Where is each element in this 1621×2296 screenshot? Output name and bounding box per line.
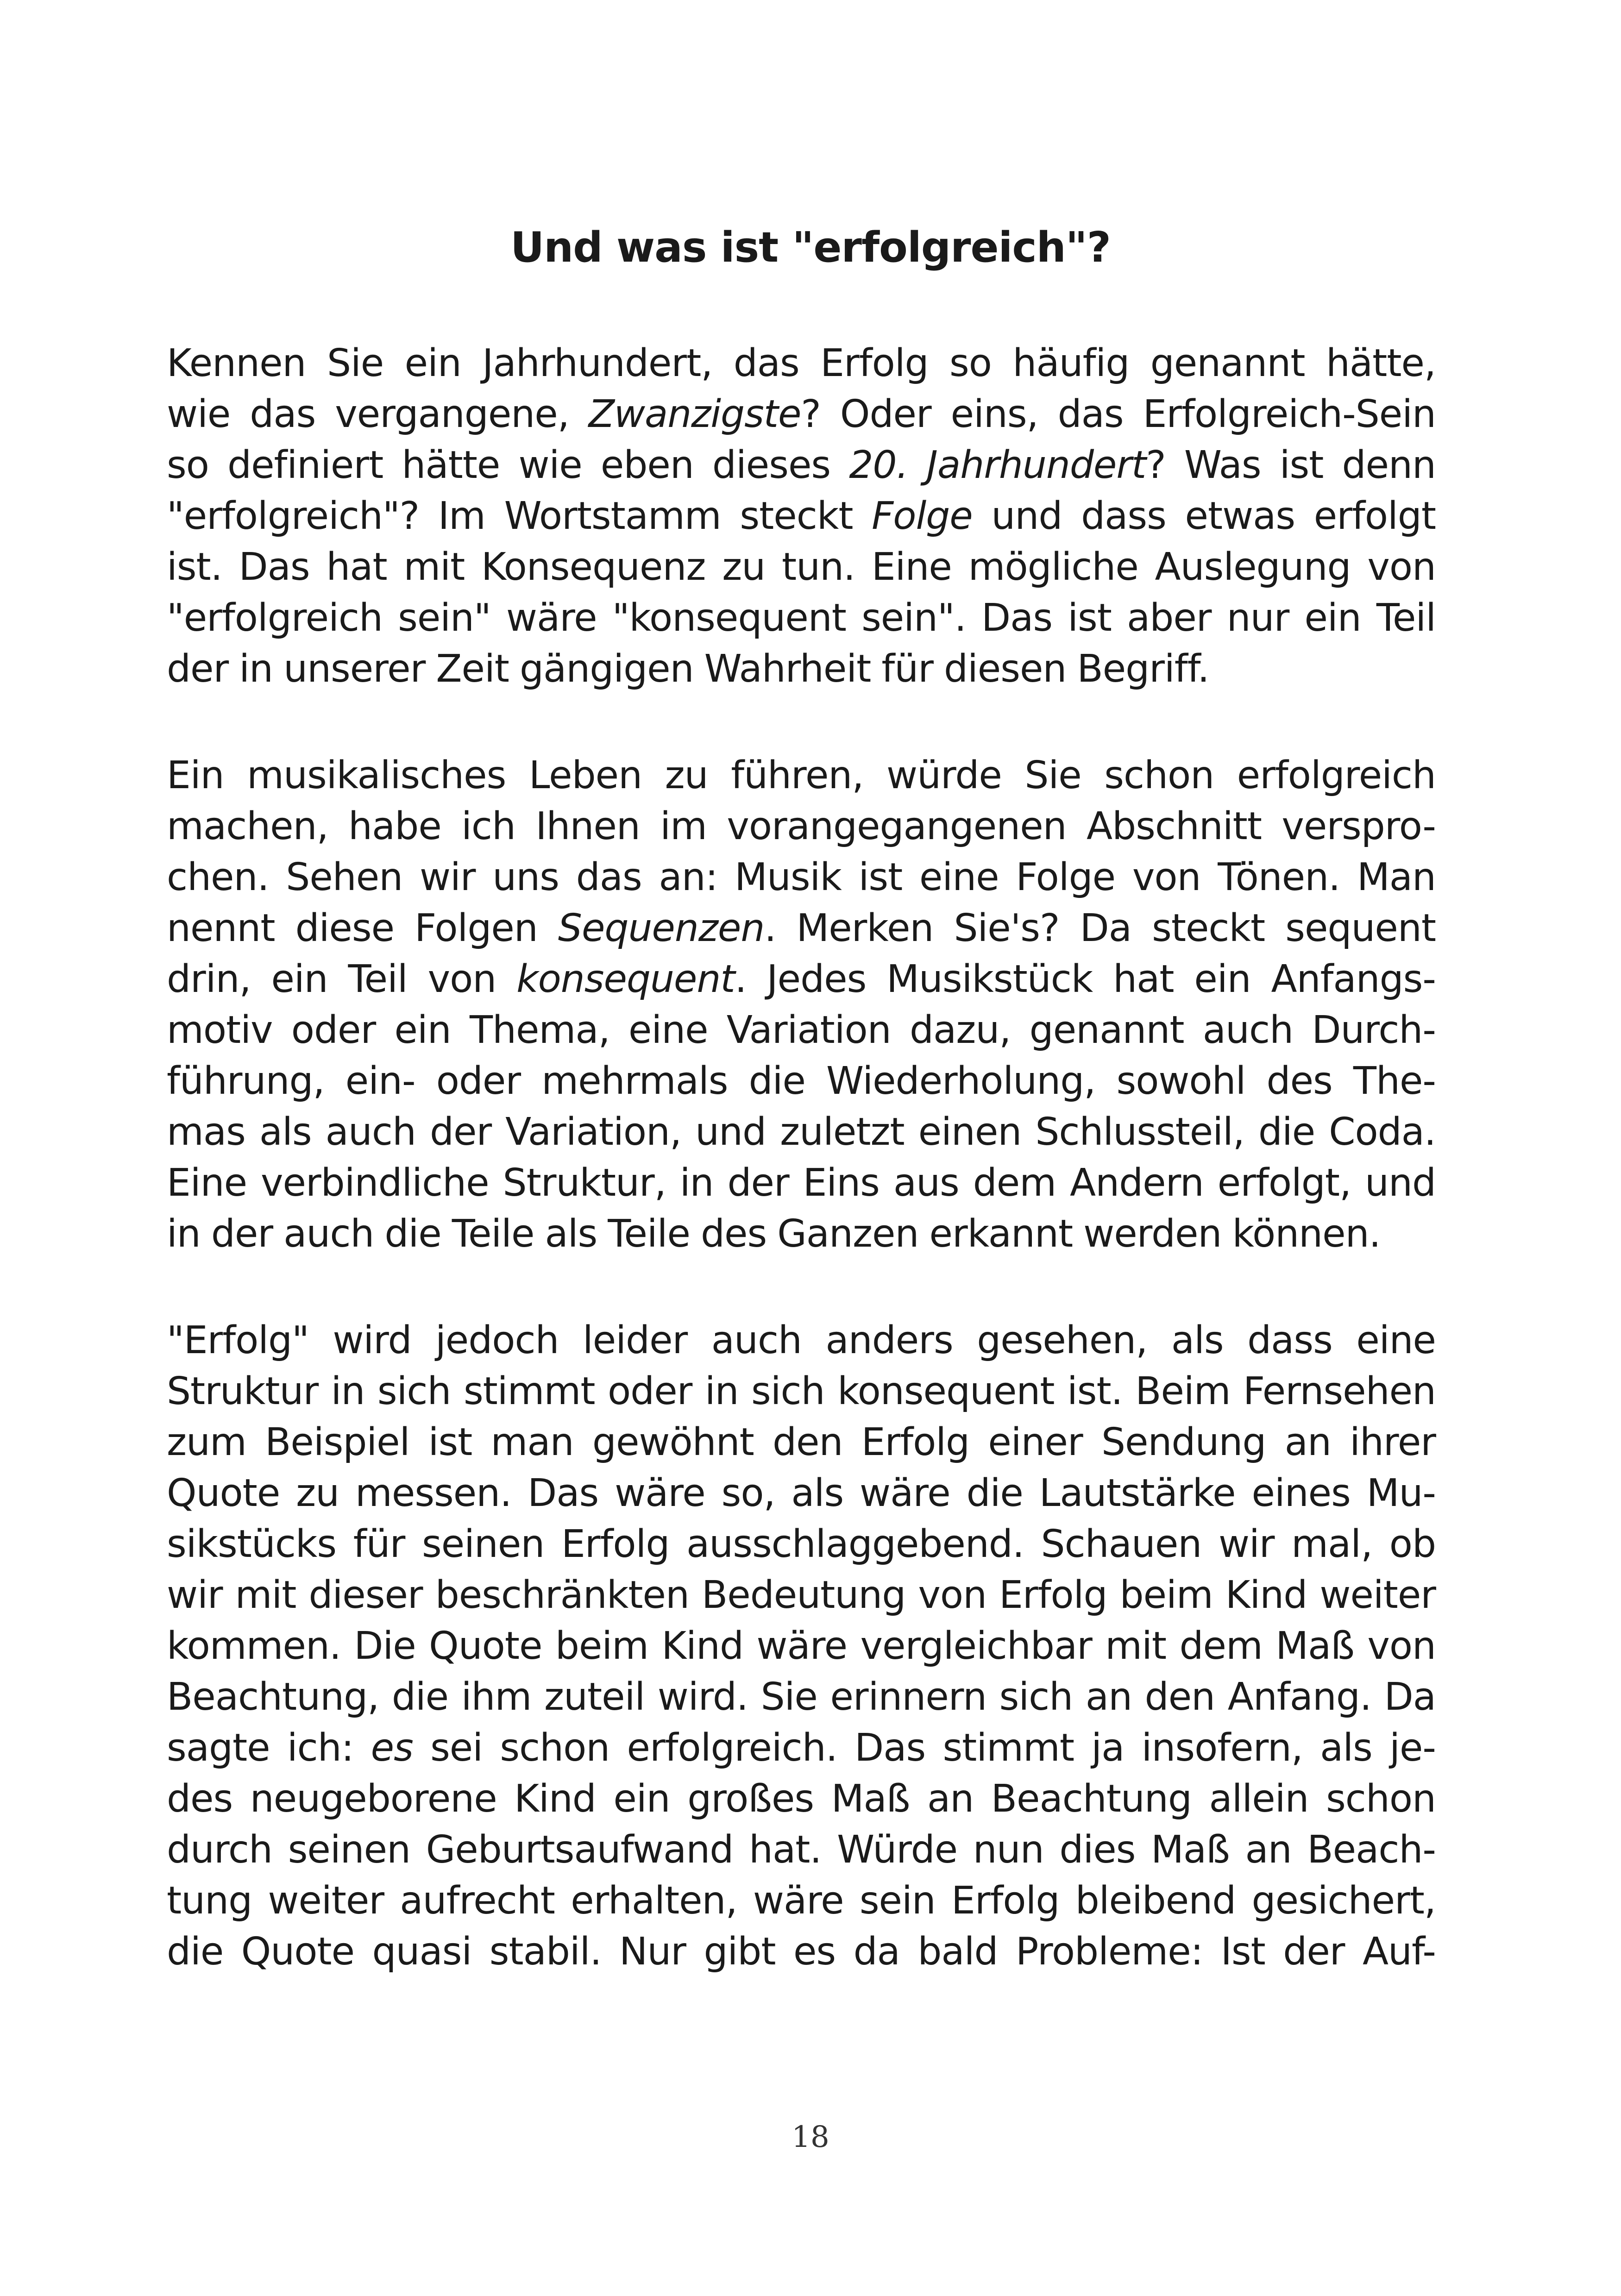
text-line: in der auch die Teile als Teile des Ganzen erkannt werden können. (167, 1212, 1381, 1256)
paragraph-2 (167, 750, 1436, 1260)
text-line: zum Beispiel ist man gewöhnt den Erfolg einer Sendung an ihrer (167, 1420, 1436, 1464)
page-number: 18 (792, 2120, 829, 2154)
paragraph-3 (167, 1315, 1436, 1977)
text-line: Quote zu messen. Das wäre so, als wäre die Lautstärke eines Mu- (167, 1471, 1436, 1515)
text-line: des neugeborene Kind ein großes Maß an Beachtung allein schon (167, 1777, 1436, 1821)
italic-word: Sequenzen (558, 906, 765, 950)
text-line: durch seinen Geburtsaufwand hat. Würde nun dies Maß an Beach- (167, 1828, 1436, 1872)
text-line: sagte ich: es sei schon erfolgreich. Das stimmt ja insofern, als je- (167, 1726, 1436, 1770)
text-line: der in unserer Zeit gängigen Wahrheit für diesen Begriff. (167, 647, 1209, 691)
text-line: kommen. Die Quote beim Kind wäre vergleichbar mit dem Maß von (167, 1624, 1436, 1668)
italic-word: es (371, 1726, 413, 1770)
text-line: sikstücks für seinen Erfolg ausschlaggebend. Schauen wir mal, ob (167, 1522, 1436, 1566)
text-line: ist. Das hat mit Konsequenz zu tun. Eine mögliche Auslegung von (167, 545, 1436, 589)
text-line: Eine verbindliche Struktur, in der Eins aus dem Andern erfolgt, und (167, 1161, 1436, 1205)
paragraph-1 (167, 338, 1436, 695)
text-line: nennt diese Folgen Sequenzen. Merken Sie's? Da steckt sequent (167, 906, 1436, 950)
text-line: drin, ein Teil von konsequent. Jedes Musikstück hat ein Anfangs- (167, 957, 1436, 1001)
text-line: so definiert hätte wie eben dieses 20. Jahrhundert? Was ist denn (167, 443, 1436, 487)
italic-word: Folge (872, 494, 973, 538)
text-line: Beachtung, die ihm zuteil wird. Sie erinnern sich an den Anfang. Da (167, 1675, 1436, 1719)
text-line: Struktur in sich stimmt oder in sich konsequent ist. Beim Fernsehen (167, 1369, 1436, 1413)
text-line: motiv oder ein Thema, eine Variation dazu, genannt auch Durch- (167, 1008, 1436, 1052)
text-line: "erfolgreich sein" wäre "konsequent sein". Das ist aber nur ein Teil (167, 596, 1436, 640)
text-line: machen, habe ich Ihnen im vorangegangenen Abschnitt verspro- (167, 804, 1436, 848)
page-title: Und was ist "erfolgreich"? (510, 223, 1111, 272)
text-line: "Erfolg" wird jedoch leider auch anders gesehen, als dass eine (167, 1318, 1436, 1362)
text-line: wir mit dieser beschränkten Bedeutung von Erfolg beim Kind weiter (167, 1573, 1436, 1617)
italic-word: konsequent (516, 957, 735, 1001)
text-line: "erfolgreich"? Im Wortstamm steckt Folge und dass etwas erfolgt (167, 494, 1436, 538)
text-line: wie das vergangene, Zwanzigste? Oder eins, das Erfolgreich-Sein (167, 392, 1436, 436)
text-line: Kennen Sie ein Jahrhundert, das Erfolg so häufig genannt hätte, (167, 341, 1436, 385)
text-line: tung weiter aufrecht erhalten, wäre sein Erfolg bleibend gesichert, (167, 1879, 1436, 1923)
text-line: chen. Sehen wir uns das an: Musik ist eine Folge von Tönen. Man (167, 855, 1436, 899)
text-line: Ein musikalisches Leben zu führen, würde Sie schon erfolgreich (167, 753, 1436, 797)
text-line: mas als auch der Variation, und zuletzt einen Schlussteil, die Coda. (167, 1110, 1436, 1154)
italic-word: Zwanzigste (588, 392, 801, 436)
text-line: die Quote quasi stabil. Nur gibt es da bald Probleme: Ist der Auf- (167, 1930, 1436, 1974)
italic-word: 20. Jahrhundert (849, 443, 1146, 487)
text-line: führung, ein- oder mehrmals die Wiederholung, sowohl des The- (167, 1059, 1436, 1103)
